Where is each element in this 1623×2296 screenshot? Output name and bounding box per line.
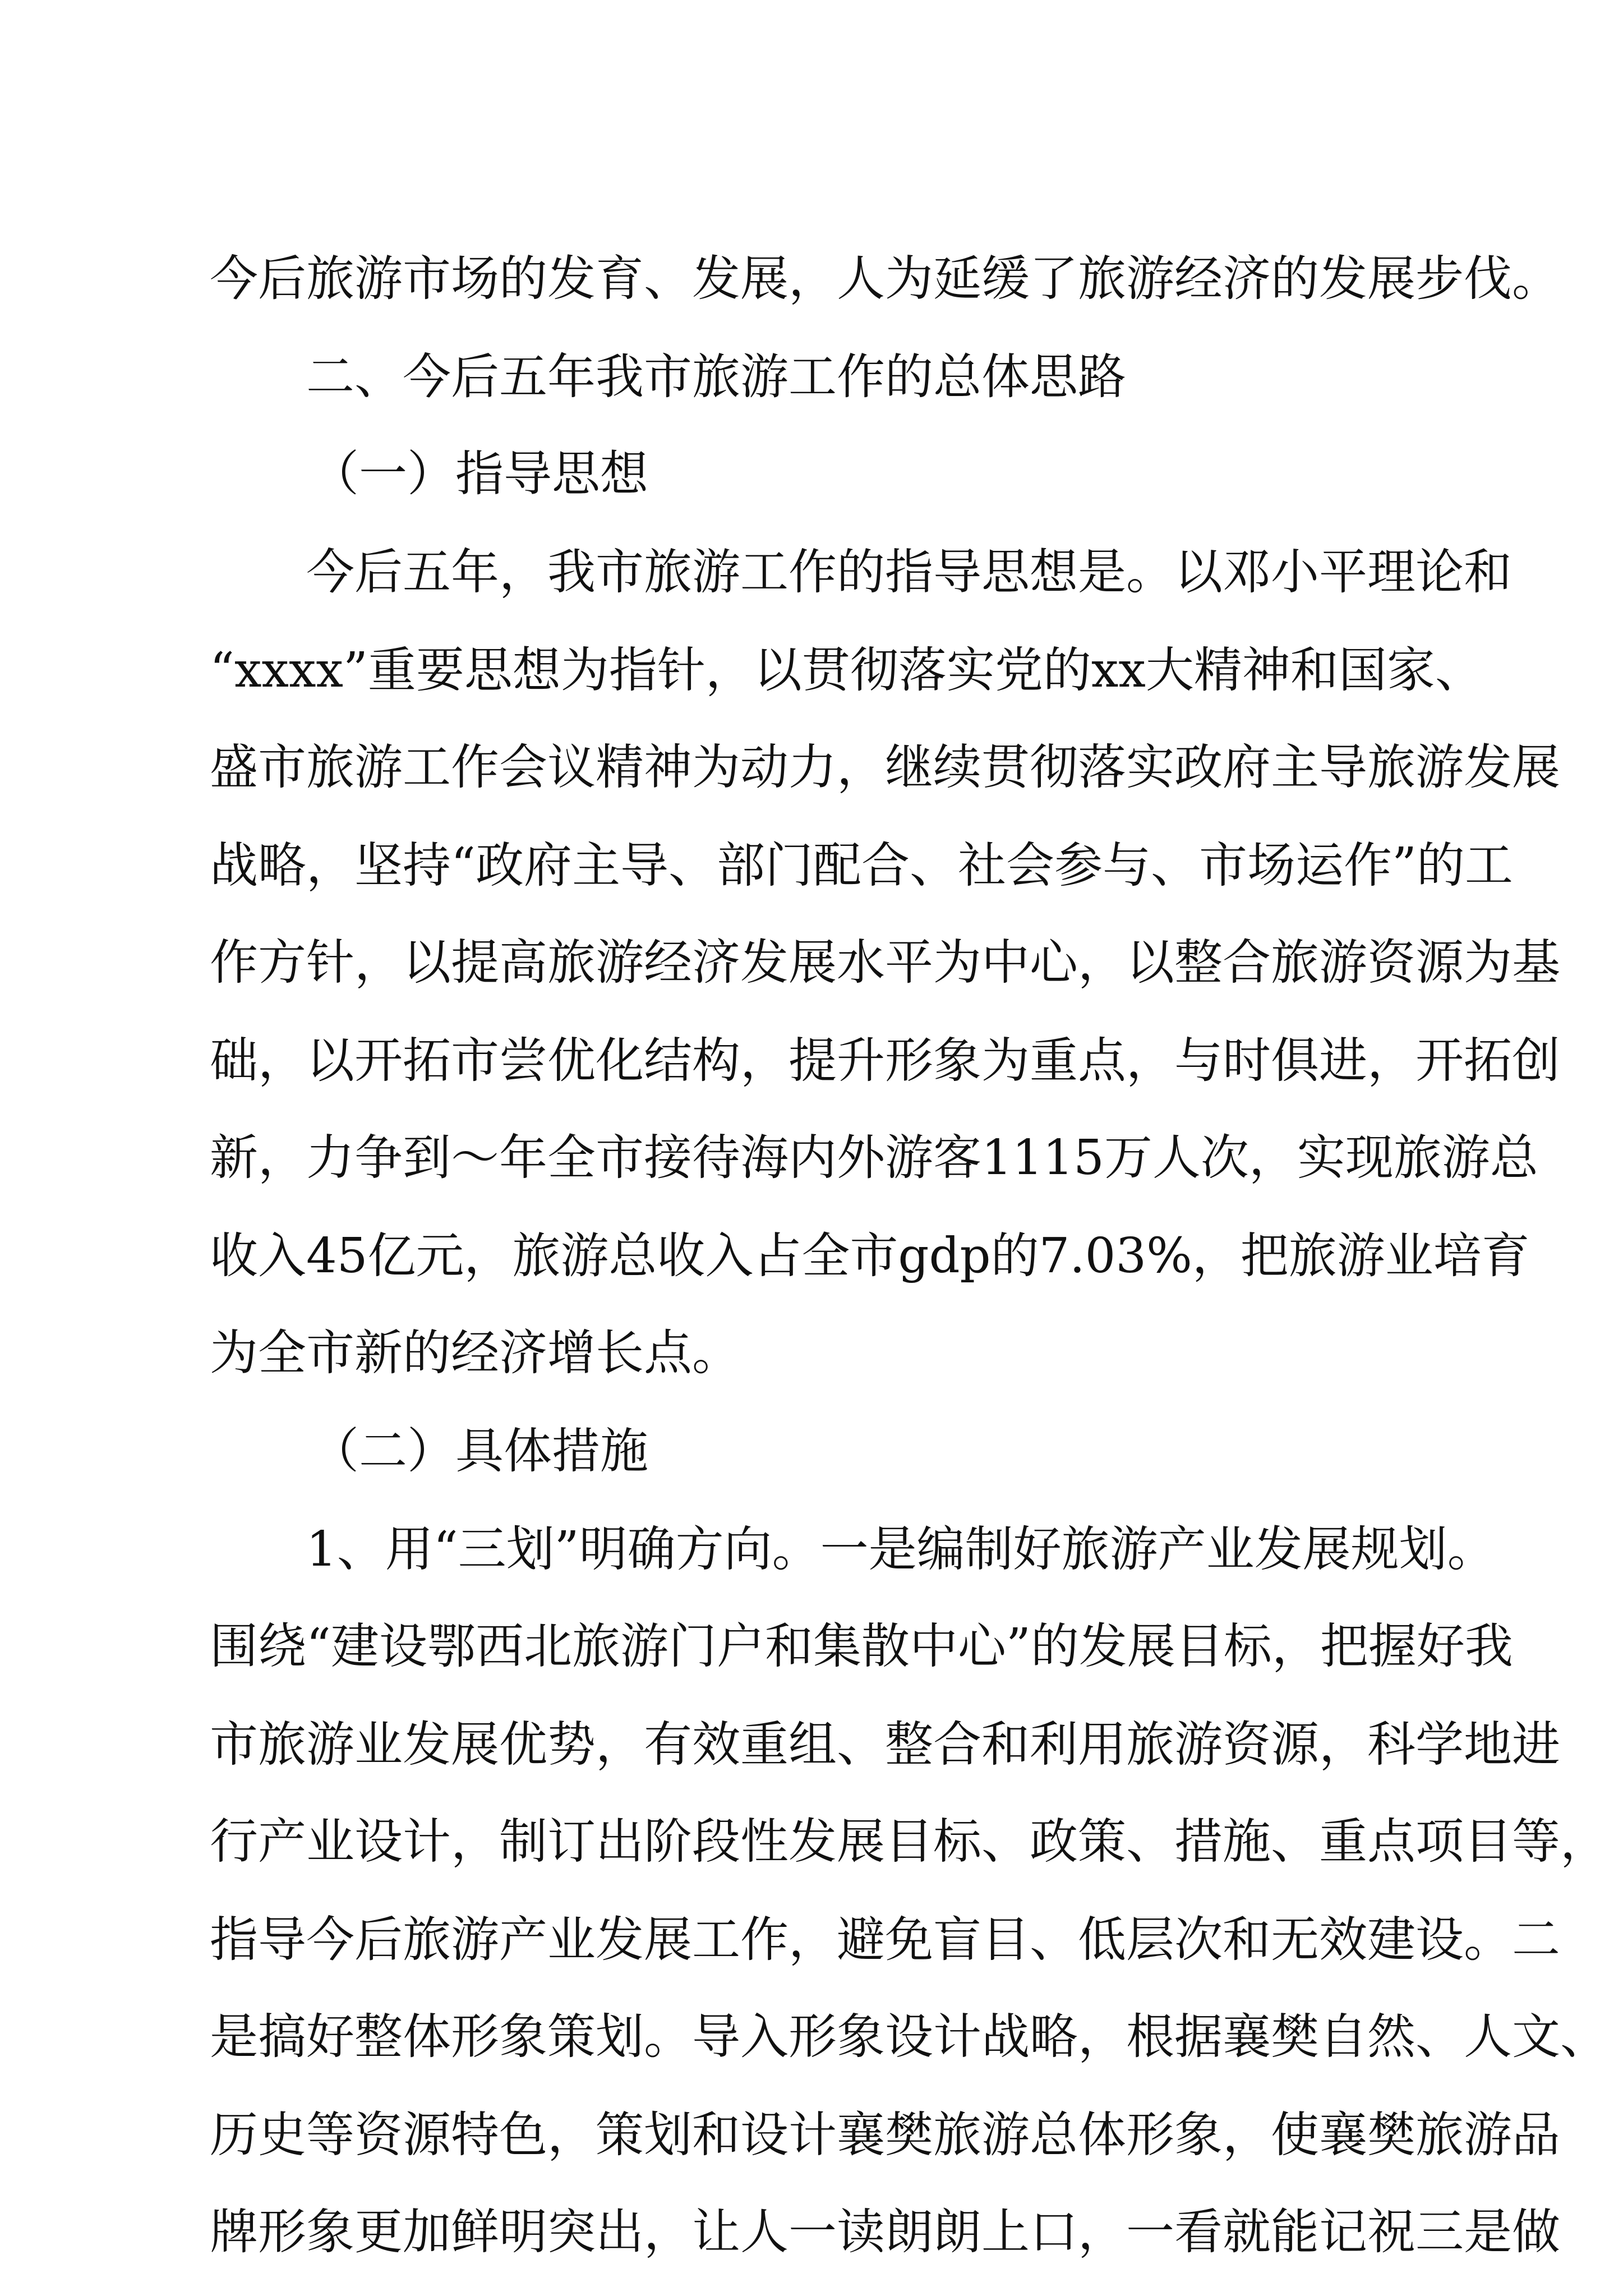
text-line: 为全市新的经济增长点。: [210, 1325, 740, 1381]
text-line: 今后旅游市场的发育、发展，人为延缓了旅游经济的发展步伐。: [210, 251, 1560, 307]
text-line: 牌形象更加鲜明突出，让人一读朗朗上口，一看就能记祝三是做: [210, 2204, 1560, 2260]
text-line: 作方针，以提高旅游经济发展水平为中心，以整合旅游资源为基: [210, 935, 1560, 991]
text-line: 盛市旅游工作会议精神为动力，继续贯彻落实政府主导旅游发展: [210, 739, 1560, 795]
subsection-heading: （二）具体措施: [311, 1423, 648, 1479]
text-line: 今后五年，我市旅游工作的指导思想是。以邓小平理论和: [306, 544, 1512, 600]
text-line: 围绕“建设鄂西北旅游门户和集散中心”的发展目标，把握好我: [210, 1618, 1513, 1674]
subsection-heading: （一）指导思想: [311, 446, 648, 502]
text-line: 战略，坚持“政府主导、部门配合、社会参与、市场运作”的工: [210, 838, 1513, 894]
section-heading: 二、今后五年我市旅游工作的总体思路: [306, 349, 1126, 405]
text-line: 收入45亿元，旅游总收入占全市gdp的7.03%，把旅游业培育: [210, 1228, 1530, 1284]
text-line: “xxxx”重要思想为指针，以贯彻落实党的xx大精神和国家、: [210, 642, 1483, 698]
text-line: 1、用“三划”明确方向。一是编制好旅游产业发展规划。: [306, 1521, 1496, 1577]
text-line: 历史等资源特色，策划和设计襄樊旅游总体形象，使襄樊旅游品: [210, 2107, 1560, 2163]
text-line: 新，力争到～年全市接待海内外游客1115万人次，实现旅游总: [210, 1130, 1538, 1186]
text-line: 市旅游业发展优势，有效重组、整合和利用旅游资源，科学地进: [210, 1717, 1560, 1773]
text-line: 指导今后旅游产业发展工作，避免盲目、低层次和无效建设。二: [210, 1912, 1560, 1968]
text-line: 础，以开拓市尝优化结构，提升形象为重点，与时俱进，开拓创: [210, 1033, 1560, 1089]
text-line: 行产业设计，制订出阶段性发展目标、政策、措施、重点项目等，: [210, 1814, 1608, 1870]
text-line: 是搞好整体形象策划。导入形象设计战略，根据襄樊自然、人文、: [210, 2009, 1608, 2065]
